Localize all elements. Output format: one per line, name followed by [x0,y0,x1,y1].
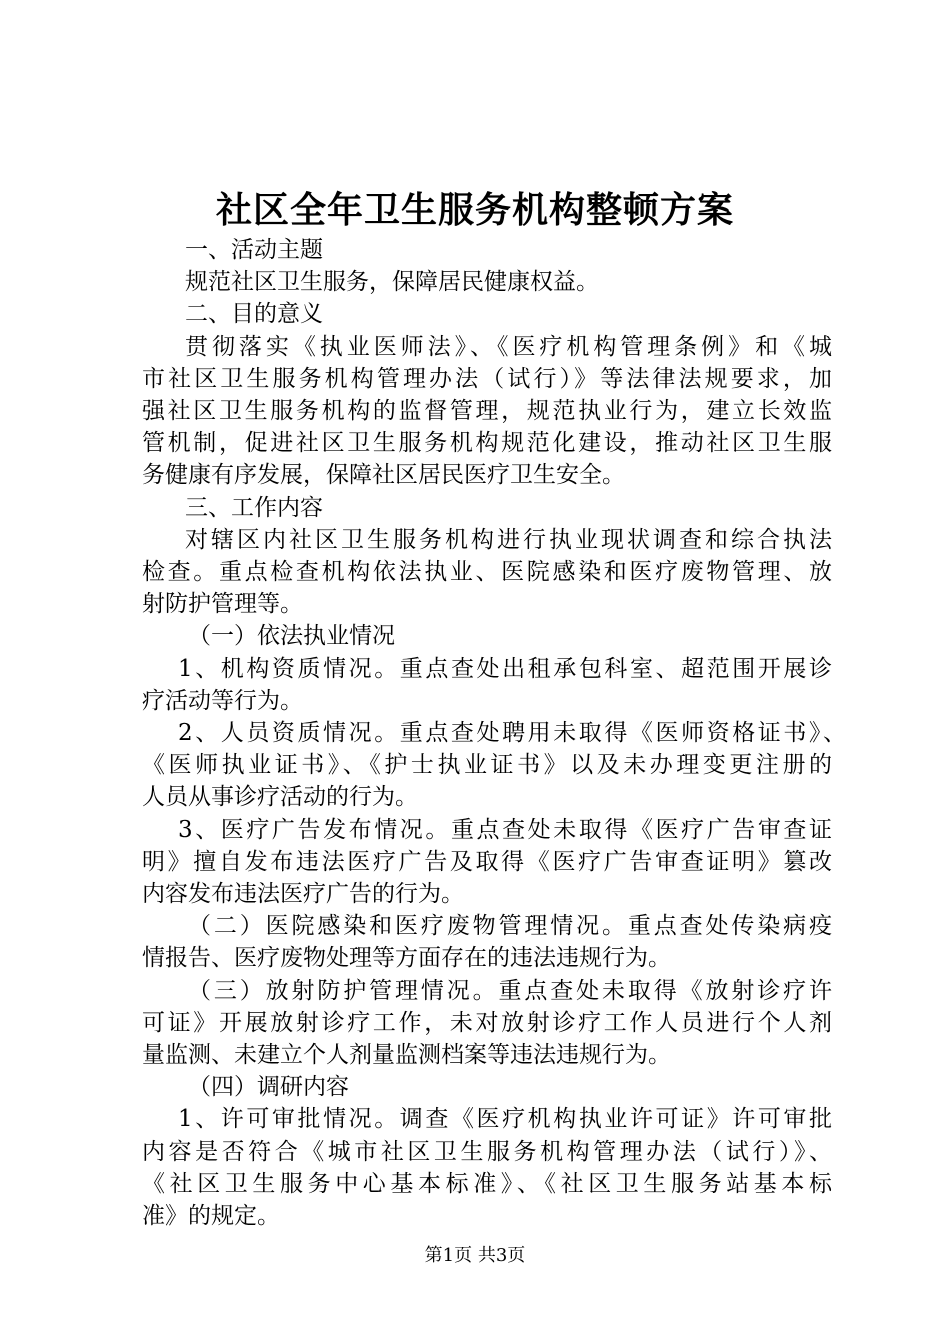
subsection-heading: （四）调研内容 [188,1074,349,1100]
paragraph-line: 人员从事诊疗活动的行为。 [142,784,418,810]
paragraph-line: 2、人员资质情况。重点查处聘用未取得《医师资格证书》、 [178,720,846,746]
paragraph-line: 情报告、医疗废物处理等方面存在的违法违规行为。 [142,945,671,971]
paragraph-line: 对辖区内社区卫生服务机构进行执业现状调查和综合执法 [185,527,832,553]
section-heading: 二、目的意义 [185,301,323,327]
document-title: 社区全年卫生服务机构整顿方案 [215,189,734,231]
paragraph-line: 射防护管理等。 [142,591,303,617]
paragraph-line: 市社区卫生服务机构管理办法（试行）》等法律法规要求，加 [142,366,832,392]
paragraph-line: 可证》开展放射诊疗工作，未对放射诊疗工作人员进行个人剂 [142,1010,832,1036]
paragraph-line: 《医师执业证书》、《护士执业证书》以及未办理变更注册的 [142,752,832,778]
paragraph-line: 管机制，促进社区卫生服务机构规范化建设，推动社区卫生服 [142,430,832,456]
section-heading: 三、工作内容 [185,495,323,521]
paragraph-line: 1、机构资质情况。重点查处出租承包科室、超范围开展诊 [178,656,832,682]
paragraph-line: 3、医疗广告发布情况。重点查处未取得《医疗广告审查证 [178,817,832,843]
paragraph-line: 明》擅自发布违法医疗广告及取得《医疗广告审查证明》篡改 [142,849,832,875]
paragraph-line: 准》的规定。 [142,1203,280,1229]
paragraph-line: 务健康有序发展，保障社区居民医疗卫生安全。 [142,462,625,488]
paragraph-line: 1、许可审批情况。调查《医疗机构执业许可证》许可审批 [178,1106,832,1132]
subsection-paragraph-line: （二）医院感染和医疗废物管理情况。重点查处传染病疫 [188,913,832,939]
section-heading: 一、活动主题 [185,237,323,263]
subsection-paragraph-line: （三）放射防护管理情况。重点查处未取得《放射诊疗许 [188,978,832,1004]
paragraph-line: 内容是否符合《城市社区卫生服务机构管理办法（试行）》、 [142,1139,832,1165]
page-number-footer: 第1页 共3页 [424,1245,526,1266]
paragraph-line: 强社区卫生服务机构的监督管理，规范执业行为，建立长效监 [142,398,832,424]
paragraph-line: 检查。重点检查机构依法执业、医院感染和医疗废物管理、放 [142,559,832,585]
paragraph-line: 规范社区卫生服务，保障居民健康权益。 [185,269,599,295]
paragraph-line: 贯彻落实《执业医师法》、《医疗机构管理条例》和《城 [185,334,832,360]
paragraph-line: 《社区卫生服务中心基本标准》、《社区卫生服务站基本标 [142,1171,832,1197]
paragraph-line: 疗活动等行为。 [142,688,303,714]
subsection-heading: （一）依法执业情况 [188,623,395,649]
paragraph-line: 量监测、未建立个人剂量监测档案等违法违规行为。 [142,1042,671,1068]
paragraph-line: 内容发布违法医疗广告的行为。 [142,881,464,907]
